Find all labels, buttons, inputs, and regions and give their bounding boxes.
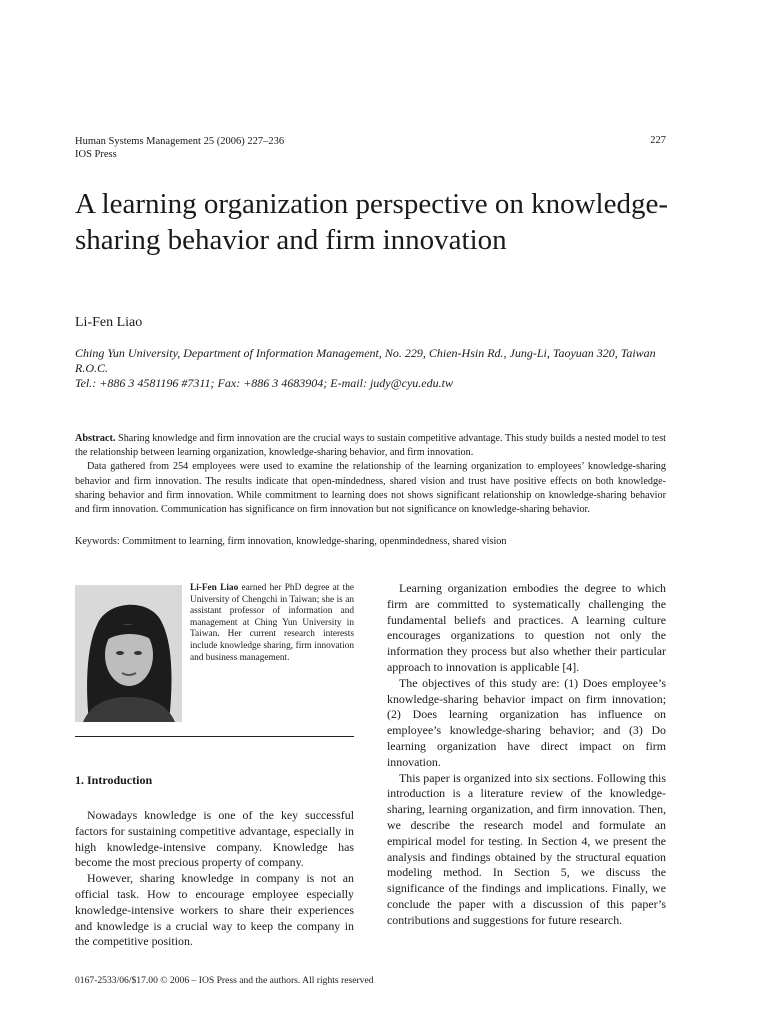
right-paragraph-3: This paper is organized into six sections. Following this introduction is a literature review of the knowledge-sharing, learning organization, and firm innovation. Then, we describe the research model and formulate an empirical model for testing. In Section 4, we present the analysis and findings obtained by the structural equation modeling method. In Section 5, we discuss the significance of the findings and implications. Finally, we conclude the paper with a discussion of this paper’s contributions and suggestions for future research. — [387, 770, 666, 927]
keywords: Keywords: Commitment to learning, firm innovation, knowledge-sharing, openmindedness, shared vision — [75, 536, 507, 547]
right-paragraph-2: The objectives of this study are: (1) Does employee’s knowledge-sharing behavior impact on firm innovation; (2) Does learning organization has influence on employee’s knowledge-sharing behavior; and (3) Do learning organization have direct impact on firm innovation. — [387, 675, 666, 769]
bio-text: earned her PhD degree at the University of Chengchi in Taiwan; she is an assistant professor of information and management at Ching Yun University in Taiwan. Her current research interests include knowledge sharing, firm innovation and business management. — [190, 583, 354, 663]
journal-header — [75, 135, 284, 161]
author-bio — [190, 583, 354, 664]
page-number: 227 — [650, 135, 666, 146]
section-heading: 1. Introduction — [75, 773, 153, 787]
author-affiliation — [75, 346, 675, 391]
journal-name: Human Systems Management 25 (2006) 227–236 — [75, 136, 285, 147]
paper-title: A learning organization perspective on knowledge-sharing behavior and firm innovation — [75, 188, 668, 256]
abstract-label: Abstract. — [75, 433, 116, 444]
author-photo — [75, 585, 182, 722]
abstract-paragraph-2: Data gathered from 254 employees were used to examine the relationship of the learning organization to employees’ knowledge-sharing behavior and firm innovation. The results indicate that open-mindedness, shared vision and trust have positive effects on both knowledge-sharing behavior and firm innovation. While commitment to learning does not shows significant relationship on knowledge-sharing behavior and firm innovation. Communication has significance on firm innovation but not significance on knowledge-sharing behavior. — [75, 461, 666, 516]
copyright-footer: 0167-2533/06/$17.00 © 2006 – IOS Press and the authors. All rights reserved — [75, 975, 374, 986]
right-column-text — [387, 581, 666, 929]
abstract — [75, 432, 666, 517]
abstract-paragraph-1: Sharing knowledge and firm innovation are the crucial ways to sustain competitive advantage. This study builds a nested model to test the relationship between learning organization, knowledge-sharing behavior, and firm innovation. — [75, 433, 666, 459]
intro-paragraph-1: Nowadays knowledge is one of the key successful factors for sustaining competitive advantage, especially in high knowledge-intensive company. Knowledge has become the most precious property of company. — [75, 808, 354, 870]
right-paragraph-1: Learning organization embodies the degree to which firm are committed to systematically challenging the fundamental beliefs and practices. A learning culture encourages organizations to question not only the information they process but also whether their particular approach to innovation is applicable [4]. — [387, 581, 666, 674]
author-name: Li-Fen Liao — [75, 315, 143, 330]
intro-paragraph-2: However, sharing knowledge in company is not an official task. How to encourage employee especially knowledge-intensive workers to share their experiences and knowledge is a crucial way to keep the company in the competitive position. — [75, 871, 354, 949]
bio-divider — [75, 736, 354, 737]
publisher: IOS Press — [75, 149, 117, 160]
author-contact: Tel.: +886 3 4581196 #7311; Fax: +886 3 4683904; E-mail: judy@cyu.edu.tw — [75, 376, 453, 390]
introduction-text — [75, 808, 354, 950]
bio-name: Li-Fen Liao — [190, 583, 239, 593]
affiliation-address: Ching Yun University, Department of Information Management, No. 229, Chien-Hsin Rd., Jung-Li, Taoyuan 320, Taiwan R.O.C. — [75, 346, 656, 375]
